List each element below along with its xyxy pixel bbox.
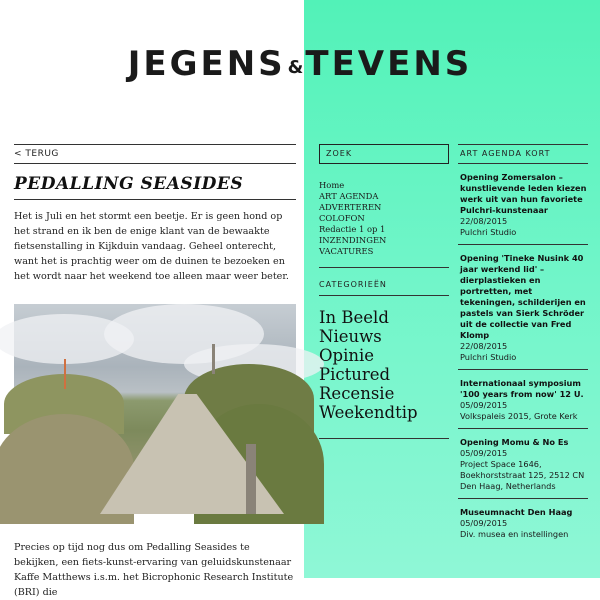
article xyxy=(14,144,296,514)
agenda-item-date: 22/08/2015 xyxy=(460,216,508,226)
category-in-beeld[interactable]: In Beeld xyxy=(319,308,389,327)
agenda-item-place: Pulchri Studio xyxy=(460,227,517,237)
agenda-item-date: 05/09/2015 xyxy=(460,400,508,410)
category-weekendtip[interactable]: Weekendtip xyxy=(319,403,418,422)
logo-right: TEVENS xyxy=(305,44,473,84)
agenda-item-place: Pulchri Studio xyxy=(460,352,517,362)
agenda-item xyxy=(458,499,588,546)
category-pictured[interactable]: Pictured xyxy=(319,365,391,384)
article-paragraph-1: Het is Juli en het stormt een beetje. Er is geen hond op het strand en ik ben de enige klant van de bewaakte fietsenstalling in Kijkduin vandaag. Geheel onterecht, want het is prachtig weer om de duinen te bezoeken en het wordt naar het weekend toe alleen maar weer beter. xyxy=(14,211,289,282)
category-nieuws[interactable]: Nieuws xyxy=(319,327,382,346)
category-opinie[interactable]: Opinie xyxy=(319,346,375,365)
agenda-item-date: 22/08/2015 xyxy=(460,341,508,351)
agenda-item-date: 05/09/2015 xyxy=(460,518,508,528)
agenda-item-title[interactable]: Museumnacht Den Haag xyxy=(460,507,573,517)
agenda-item xyxy=(458,370,588,429)
category-list xyxy=(319,308,449,422)
agenda-item xyxy=(458,164,588,245)
title-divider xyxy=(14,199,296,200)
nav-item-art-agenda[interactable]: ART AGENDA xyxy=(319,191,379,201)
nav-item-home[interactable]: Home xyxy=(319,180,345,190)
article-photo xyxy=(14,304,296,514)
agenda-item-title[interactable]: Opening Zomersalon – kunstlievende leden kiezen werk uit van hun favoriete Pulchri-kunstenaar xyxy=(460,172,587,215)
agenda-heading: ART AGENDA KORT xyxy=(458,144,588,164)
category-recensie[interactable]: Recensie xyxy=(319,384,395,403)
nav-item-adverteren[interactable]: ADVERTEREN xyxy=(319,202,382,212)
nav-item-colofon[interactable]: COLOFON xyxy=(319,213,365,223)
nav-item-redactie[interactable]: Redactie 1 op 1 xyxy=(319,224,386,234)
logo-left: JEGENS xyxy=(127,44,286,84)
back-link[interactable]: < TERUG xyxy=(14,144,296,164)
agenda-item xyxy=(458,245,588,370)
art-agenda-sidebar xyxy=(458,144,588,546)
nav-divider xyxy=(319,267,449,268)
agenda-item-title[interactable]: Opening 'Tineke Nusink 40 jaar werkend lid' – dierplastieken en portretten, met tekeningen, schilderijen en pastels van Sierk Schröder uit de collectie van Fred Klomp xyxy=(460,253,586,340)
article-paragraph-2: Precies op tijd nog dus om Pedalling Seasides te bekijken, een fiets-kunst-ervaring van geluidskunstenaar Kaffe Matthews i.s.m. het Bicrophonic Research Institute (BRI) die xyxy=(14,542,294,598)
agenda-item-date: 05/09/2015 xyxy=(460,448,508,458)
logo-ampersand: & xyxy=(287,57,304,78)
agenda-item xyxy=(458,429,588,499)
main-nav xyxy=(319,180,449,257)
article-title: PEDALLING SEASIDES xyxy=(14,174,244,194)
search-box[interactable]: ZOEK xyxy=(319,144,449,164)
nav-item-inzendingen[interactable]: INZENDINGEN xyxy=(319,235,387,245)
agenda-item-place: Project Space 1646, Boekhorststraat 125, 2512 CN Den Haag, Netherlands xyxy=(460,459,585,491)
agenda-item-title[interactable]: Opening Momu & No Es xyxy=(460,437,569,447)
site-logo[interactable] xyxy=(0,44,600,84)
categories-heading: CATEGORIEËN xyxy=(319,276,449,296)
agenda-item-place: Volkspaleis 2015, Grote Kerk xyxy=(460,411,578,421)
agenda-item-title[interactable]: Internationaal symposium '100 years from now' 12 U. xyxy=(460,378,584,399)
sidebar-middle xyxy=(319,144,449,439)
agenda-item-place: Div. musea en instellingen xyxy=(460,529,569,539)
nav-item-vacatures[interactable]: VACATURES xyxy=(319,246,374,256)
category-divider xyxy=(319,438,449,439)
